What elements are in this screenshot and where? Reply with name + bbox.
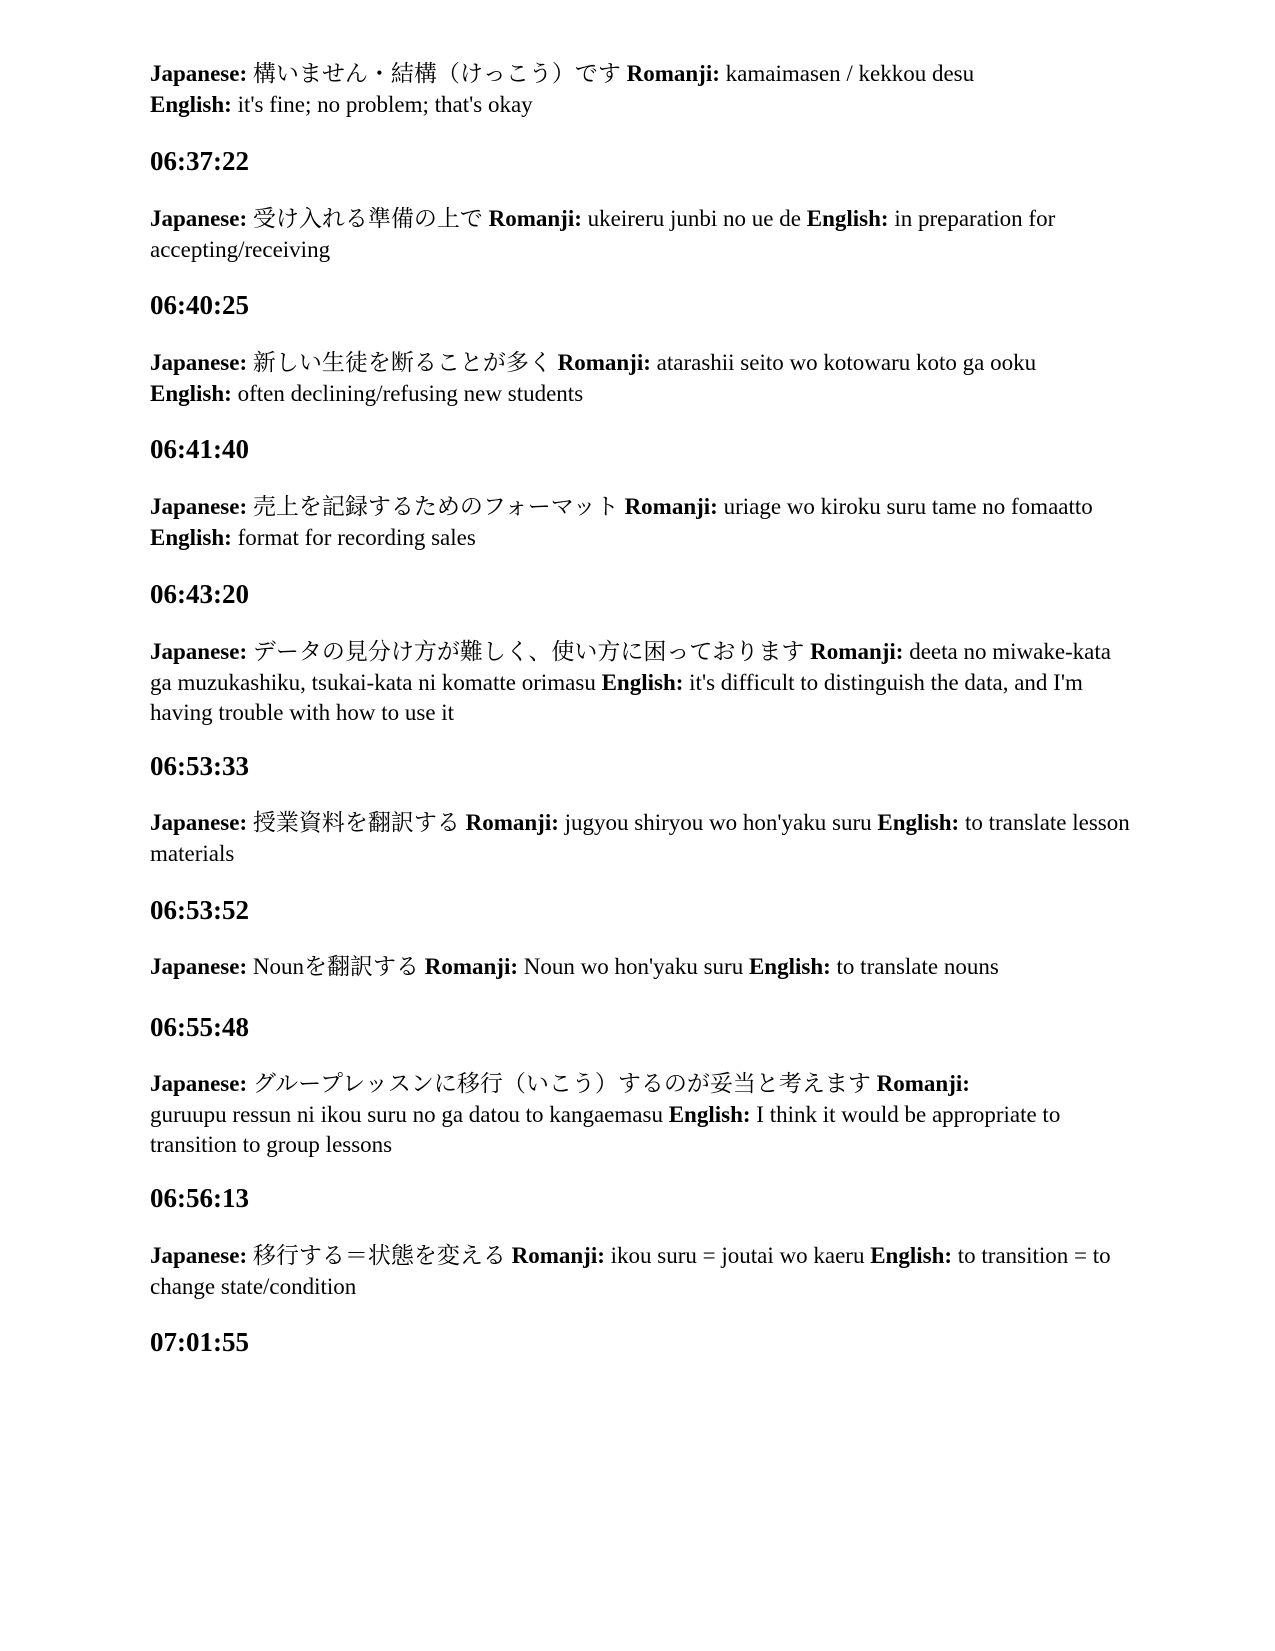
english-label: English: [806,206,889,231]
japanese-label: Japanese: [150,206,248,231]
english-label: English: [150,91,232,117]
timestamp-heading: 06:41:40 [150,434,249,464]
romanji-label: Romanji: [624,494,718,519]
japanese-label: Japanese: [150,639,248,664]
romanji-text: kamaimasen / kekkou desu [725,61,975,86]
japanese-text: Nounを翻訳する [252,954,419,979]
english-label: English: [877,810,960,835]
vocab-entry [150,204,1130,265]
romanji-label: Romanji: [626,61,720,86]
english-text: it's fine; no problem; that's okay [237,91,533,117]
romanji-text: atarashii seito wo kotowaru koto ga ooku [656,350,1037,375]
vocab-entry [150,1069,1130,1161]
english-text: often declining/refusing new students [237,380,584,406]
japanese-label: Japanese: [150,954,248,979]
vocab-entry [150,637,1130,729]
english-text: in preparation for accepting/receiving [150,206,1056,262]
english-label: English: [870,1243,953,1268]
romanji-text: jugyou shiryou wo hon'yaku suru [564,810,872,835]
timestamp-heading: 06:40:25 [150,290,249,320]
english-text: to translate lesson materials [150,810,1130,866]
romanji-label: Romanji: [557,350,651,375]
japanese-text: 移行する＝状態を変える [252,1243,506,1268]
romanji-text: ikou suru = joutai wo kaeru [610,1243,865,1268]
timestamp-heading: 06:56:13 [150,1183,249,1213]
japanese-text: 売上を記録するためのフォーマット [252,494,619,519]
japanese-label: Japanese: [150,61,248,86]
romanji-label: Romanji: [876,1071,970,1096]
japanese-label: Japanese: [150,350,248,375]
english-label: English: [150,524,232,550]
english-text: format for recording sales [237,524,476,550]
romanji-label: Romanji: [810,639,904,664]
english-text: I think it would be appropriate to transition to group lessons [150,1101,1061,1157]
vocab-entry [150,492,1130,553]
japanese-text: 構いません・結構（けっこう）です [252,61,621,86]
vocab-entry [150,348,1130,409]
romanji-text: deeta no miwake-kata ga muzukashiku, tsukai-kata ni komatte orimasu [150,639,1111,695]
romanji-label: Romanji: [465,810,559,835]
japanese-label: Japanese: [150,1243,248,1268]
timestamp-heading: 06:53:52 [150,895,249,925]
japanese-label: Japanese: [150,494,248,519]
timestamp-heading: 06:37:22 [150,146,249,176]
romanji-text: Noun wo hon'yaku suru [523,954,744,979]
romanji-label: Romanji: [511,1243,605,1268]
japanese-label: Japanese: [150,1071,248,1096]
english-label: English: [748,954,831,979]
vocab-entry [150,59,1130,120]
japanese-text: データの見分け方が難しく、使い方に困っております [252,639,805,664]
timestamp-heading: 07:01:55 [150,1327,249,1357]
romanji-text: ukeireru junbi no ue de [587,206,801,231]
timestamp-heading: 06:55:48 [150,1012,249,1042]
vocab-entry [150,952,1130,983]
japanese-label: Japanese: [150,810,248,835]
vocab-entry [150,1241,1130,1302]
english-label: English: [601,669,684,695]
english-text: it's difficult to distinguish the data, and I'm having trouble with how to use it [150,669,1083,725]
timestamp-heading: 06:43:20 [150,579,249,609]
english-label: English: [668,1101,751,1127]
romanji-label: Romanji: [424,954,519,979]
japanese-text: 受け入れる準備の上で [252,206,483,231]
japanese-text: 授業資料を翻訳する [252,810,460,835]
japanese-text: グループレッスンに移行（いこう）するのが妥当と考えます [252,1071,871,1096]
english-text: to translate nouns [836,954,999,979]
english-text: to transition = to change state/condition [150,1243,1111,1299]
vocab-entry [150,808,1130,869]
romanji-text: uriage wo kiroku suru tame no fomaatto [723,494,1093,519]
japanese-text: 新しい生徒を断ることが多く [252,350,552,375]
romanji-text: guruupu ressun ni ikou suru no ga datou to kangaemasu [150,1101,663,1127]
timestamp-heading: 06:53:33 [150,751,249,781]
romanji-label: Romanji: [488,206,582,231]
english-label: English: [150,380,232,406]
